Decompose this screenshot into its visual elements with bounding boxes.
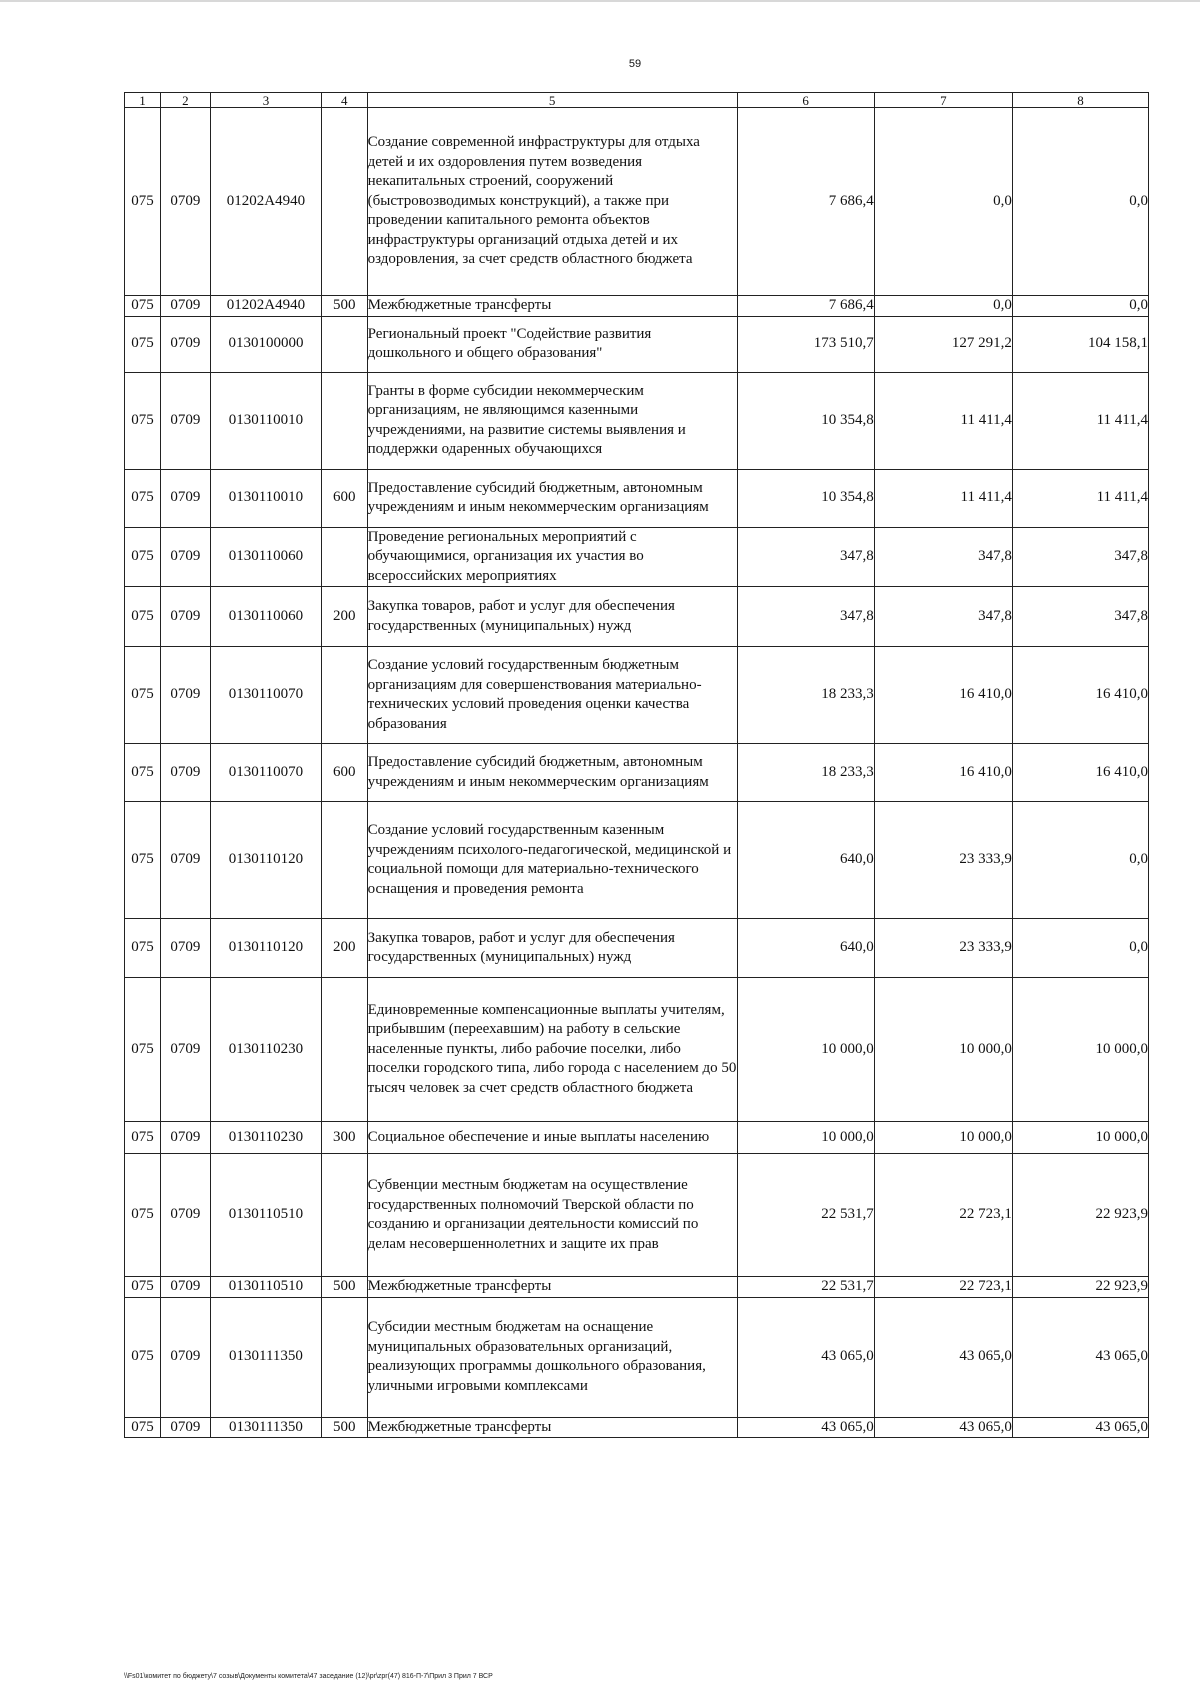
amount-year1-cell: 640,0 [737, 919, 874, 978]
expense-type-cell: 500 [321, 1417, 367, 1438]
amount-year1-cell: 10 000,0 [737, 1122, 874, 1154]
target-code-cell: 0130110070 [210, 647, 321, 744]
amount-year3-cell: 43 065,0 [1012, 1297, 1148, 1417]
amount-year2-cell: 16 410,0 [874, 744, 1012, 802]
amount-year1-cell: 10 354,8 [737, 372, 874, 469]
amount-year1-cell: 10 354,8 [737, 469, 874, 527]
amount-year3-cell: 0,0 [1012, 108, 1148, 296]
expense-type-cell [321, 316, 367, 372]
header-cell-7: 7 [874, 93, 1012, 108]
amount-year2-cell: 127 291,2 [874, 316, 1012, 372]
amount-year1-cell: 640,0 [737, 802, 874, 919]
amount-year2-cell: 22 723,1 [874, 1277, 1012, 1298]
ved-cell: 075 [125, 469, 161, 527]
header-cell-1: 1 [125, 93, 161, 108]
target-code-cell: 0130110510 [210, 1277, 321, 1298]
ved-cell: 075 [125, 744, 161, 802]
target-code-cell: 0130110230 [210, 1122, 321, 1154]
target-code-cell: 0130110120 [210, 802, 321, 919]
target-code-cell: 0130110120 [210, 919, 321, 978]
amount-year2-cell: 0,0 [874, 296, 1012, 317]
table-body [125, 108, 1149, 1438]
section-cell: 0709 [160, 978, 210, 1122]
amount-year2-cell: 11 411,4 [874, 372, 1012, 469]
description-cell: Гранты в форме субсидии некоммерческим организациям, не являющимся казенными учреждениями, на развитие системы выявления и поддержки одаренных обучающихся [367, 372, 737, 469]
amount-year2-cell: 347,8 [874, 587, 1012, 647]
amount-year1-cell: 7 686,4 [737, 296, 874, 317]
expense-type-cell: 300 [321, 1122, 367, 1154]
section-cell: 0709 [160, 744, 210, 802]
table-row [125, 372, 1149, 469]
section-cell: 0709 [160, 587, 210, 647]
expense-type-cell [321, 802, 367, 919]
header-cell-6: 6 [737, 93, 874, 108]
table-row [125, 1297, 1149, 1417]
amount-year3-cell: 0,0 [1012, 802, 1148, 919]
ved-cell: 075 [125, 1297, 161, 1417]
target-code-cell: 0130111350 [210, 1297, 321, 1417]
amount-year3-cell: 43 065,0 [1012, 1417, 1148, 1438]
section-cell: 0709 [160, 1122, 210, 1154]
description-cell: Закупка товаров, работ и услуг для обеспечения государственных (муниципальных) нужд [367, 919, 737, 978]
scan-edge [0, 0, 1200, 2]
table-row [125, 108, 1149, 296]
amount-year1-cell: 22 531,7 [737, 1154, 874, 1277]
ved-cell: 075 [125, 1122, 161, 1154]
amount-year2-cell: 23 333,9 [874, 919, 1012, 978]
section-cell: 0709 [160, 647, 210, 744]
amount-year2-cell: 22 723,1 [874, 1154, 1012, 1277]
expense-type-cell [321, 527, 367, 587]
amount-year2-cell: 23 333,9 [874, 802, 1012, 919]
description-cell: Предоставление субсидий бюджетным, автономным учреждениям и иным некоммерческим организациям [367, 744, 737, 802]
table-row [125, 527, 1149, 587]
amount-year1-cell: 347,8 [737, 587, 874, 647]
ved-cell: 075 [125, 587, 161, 647]
table-row [125, 1154, 1149, 1277]
table-row [125, 1122, 1149, 1154]
description-cell: Межбюджетные трансферты [367, 1417, 737, 1438]
header-row [125, 93, 1149, 108]
amount-year1-cell: 18 233,3 [737, 647, 874, 744]
amount-year3-cell: 22 923,9 [1012, 1277, 1148, 1298]
ved-cell: 075 [125, 802, 161, 919]
target-code-cell: 0130110060 [210, 527, 321, 587]
table-row [125, 1417, 1149, 1438]
table-row [125, 978, 1149, 1122]
header-cell-3: 3 [210, 93, 321, 108]
description-cell: Субвенции местным бюджетам на осуществление государственных полномочий Тверской области по созданию и организации деятельности комиссий по делам несовершеннолетних и защите их прав [367, 1154, 737, 1277]
amount-year2-cell: 43 065,0 [874, 1297, 1012, 1417]
expense-type-cell: 600 [321, 469, 367, 527]
amount-year1-cell: 7 686,4 [737, 108, 874, 296]
target-code-cell: 0130110010 [210, 469, 321, 527]
amount-year2-cell: 16 410,0 [874, 647, 1012, 744]
description-cell: Создание современной инфраструктуры для отдыха детей и их оздоровления путем возведения некапитальных строений, сооружений (быстровозводимых конструкций), а также при проведении капитального ремонта объектов инфраструктуры организаций отдыха детей и их оздоровления, за счет средств областного бюджета [367, 108, 737, 296]
description-cell: Социальное обеспечение и иные выплаты населению [367, 1122, 737, 1154]
table-row [125, 802, 1149, 919]
expense-type-cell: 200 [321, 919, 367, 978]
ved-cell: 075 [125, 527, 161, 587]
expense-type-cell: 600 [321, 744, 367, 802]
section-cell: 0709 [160, 1417, 210, 1438]
amount-year2-cell: 347,8 [874, 527, 1012, 587]
target-code-cell: 01202A4940 [210, 296, 321, 317]
amount-year3-cell: 11 411,4 [1012, 469, 1148, 527]
amount-year3-cell: 16 410,0 [1012, 647, 1148, 744]
amount-year1-cell: 43 065,0 [737, 1297, 874, 1417]
expense-type-cell [321, 372, 367, 469]
expense-type-cell [321, 978, 367, 1122]
description-cell: Закупка товаров, работ и услуг для обеспечения государственных (муниципальных) нужд [367, 587, 737, 647]
amount-year3-cell: 347,8 [1012, 587, 1148, 647]
description-cell: Проведение региональных мероприятий с обучающимися, организация их участия во всероссийских мероприятиях [367, 527, 737, 587]
amount-year2-cell: 43 065,0 [874, 1417, 1012, 1438]
expense-type-cell [321, 108, 367, 296]
table-row [125, 587, 1149, 647]
target-code-cell: 0130100000 [210, 316, 321, 372]
section-cell: 0709 [160, 802, 210, 919]
amount-year1-cell: 347,8 [737, 527, 874, 587]
ved-cell: 075 [125, 372, 161, 469]
amount-year2-cell: 10 000,0 [874, 1122, 1012, 1154]
amount-year1-cell: 18 233,3 [737, 744, 874, 802]
page-number: 59 [628, 58, 642, 70]
table-row [125, 469, 1149, 527]
target-code-cell: 0130110230 [210, 978, 321, 1122]
amount-year3-cell: 10 000,0 [1012, 1122, 1148, 1154]
amount-year3-cell: 0,0 [1012, 296, 1148, 317]
amount-year1-cell: 43 065,0 [737, 1417, 874, 1438]
description-cell: Субсидии местным бюджетам на оснащение муниципальных образовательных организаций, реализующих программы дошкольного образования, уличными игровыми комплексами [367, 1297, 737, 1417]
description-cell: Межбюджетные трансферты [367, 1277, 737, 1298]
header-cell-5: 5 [367, 93, 737, 108]
expense-type-cell [321, 647, 367, 744]
ved-cell: 075 [125, 919, 161, 978]
target-code-cell: 0130110070 [210, 744, 321, 802]
section-cell: 0709 [160, 1277, 210, 1298]
target-code-cell: 0130110060 [210, 587, 321, 647]
description-cell: Создание условий государственным бюджетным организациям для совершенствования материально-технических условий проведения оценки качества образования [367, 647, 737, 744]
expense-type-cell: 200 [321, 587, 367, 647]
amount-year3-cell: 22 923,9 [1012, 1154, 1148, 1277]
file-path-footer: \\Fs01\комитет по бюджету\7 созыв\Документы комитета\47 заседание (12)\pr\zpr(47) 816-П-7\Прил 3 Прил 7 ВСР [124, 1673, 493, 1680]
amount-year1-cell: 10 000,0 [737, 978, 874, 1122]
amount-year3-cell: 10 000,0 [1012, 978, 1148, 1122]
target-code-cell: 01202A4940 [210, 108, 321, 296]
amount-year2-cell: 10 000,0 [874, 978, 1012, 1122]
section-cell: 0709 [160, 372, 210, 469]
amount-year1-cell: 173 510,7 [737, 316, 874, 372]
description-cell: Единовременные компенсационные выплаты учителям, прибывшим (переехавшим) на работу в сельские населенные пункты, либо рабочие поселки, либо поселки городского типа, либо города с населением до 50 тысяч человек за счет средств областного бюджета [367, 978, 737, 1122]
ved-cell: 075 [125, 108, 161, 296]
section-cell: 0709 [160, 296, 210, 317]
expense-type-cell [321, 1297, 367, 1417]
table-row [125, 744, 1149, 802]
amount-year2-cell: 11 411,4 [874, 469, 1012, 527]
amount-year3-cell: 104 158,1 [1012, 316, 1148, 372]
amount-year3-cell: 11 411,4 [1012, 372, 1148, 469]
section-cell: 0709 [160, 1154, 210, 1277]
target-code-cell: 0130110010 [210, 372, 321, 469]
section-cell: 0709 [160, 469, 210, 527]
table-row [125, 919, 1149, 978]
description-cell: Региональный проект "Содействие развития дошкольного и общего образования" [367, 316, 737, 372]
amount-year3-cell: 347,8 [1012, 527, 1148, 587]
section-cell: 0709 [160, 1297, 210, 1417]
section-cell: 0709 [160, 316, 210, 372]
amount-year2-cell: 0,0 [874, 108, 1012, 296]
amount-year3-cell: 0,0 [1012, 919, 1148, 978]
description-cell: Создание условий государственным казенным учреждениям психолого-педагогической, медицинской и социальной помощи для материально-технического оснащения и проведения ремонта [367, 802, 737, 919]
table-row [125, 1277, 1149, 1298]
target-code-cell: 0130110510 [210, 1154, 321, 1277]
expense-type-cell: 500 [321, 296, 367, 317]
ved-cell: 075 [125, 978, 161, 1122]
amount-year1-cell: 22 531,7 [737, 1277, 874, 1298]
section-cell: 0709 [160, 108, 210, 296]
target-code-cell: 0130111350 [210, 1417, 321, 1438]
table-row [125, 647, 1149, 744]
ved-cell: 075 [125, 316, 161, 372]
table-row [125, 296, 1149, 317]
expense-type-cell: 500 [321, 1277, 367, 1298]
header-cell-4: 4 [321, 93, 367, 108]
expense-type-cell [321, 1154, 367, 1277]
header-cell-2: 2 [160, 93, 210, 108]
ved-cell: 075 [125, 296, 161, 317]
ved-cell: 075 [125, 1277, 161, 1298]
section-cell: 0709 [160, 919, 210, 978]
budget-table [124, 92, 1149, 1438]
description-cell: Предоставление субсидий бюджетным, автономным учреждениям и иным некоммерческим организациям [367, 469, 737, 527]
ved-cell: 075 [125, 1417, 161, 1438]
ved-cell: 075 [125, 647, 161, 744]
amount-year3-cell: 16 410,0 [1012, 744, 1148, 802]
ved-cell: 075 [125, 1154, 161, 1277]
description-cell: Межбюджетные трансферты [367, 296, 737, 317]
table-row [125, 316, 1149, 372]
section-cell: 0709 [160, 527, 210, 587]
header-cell-8: 8 [1012, 93, 1148, 108]
